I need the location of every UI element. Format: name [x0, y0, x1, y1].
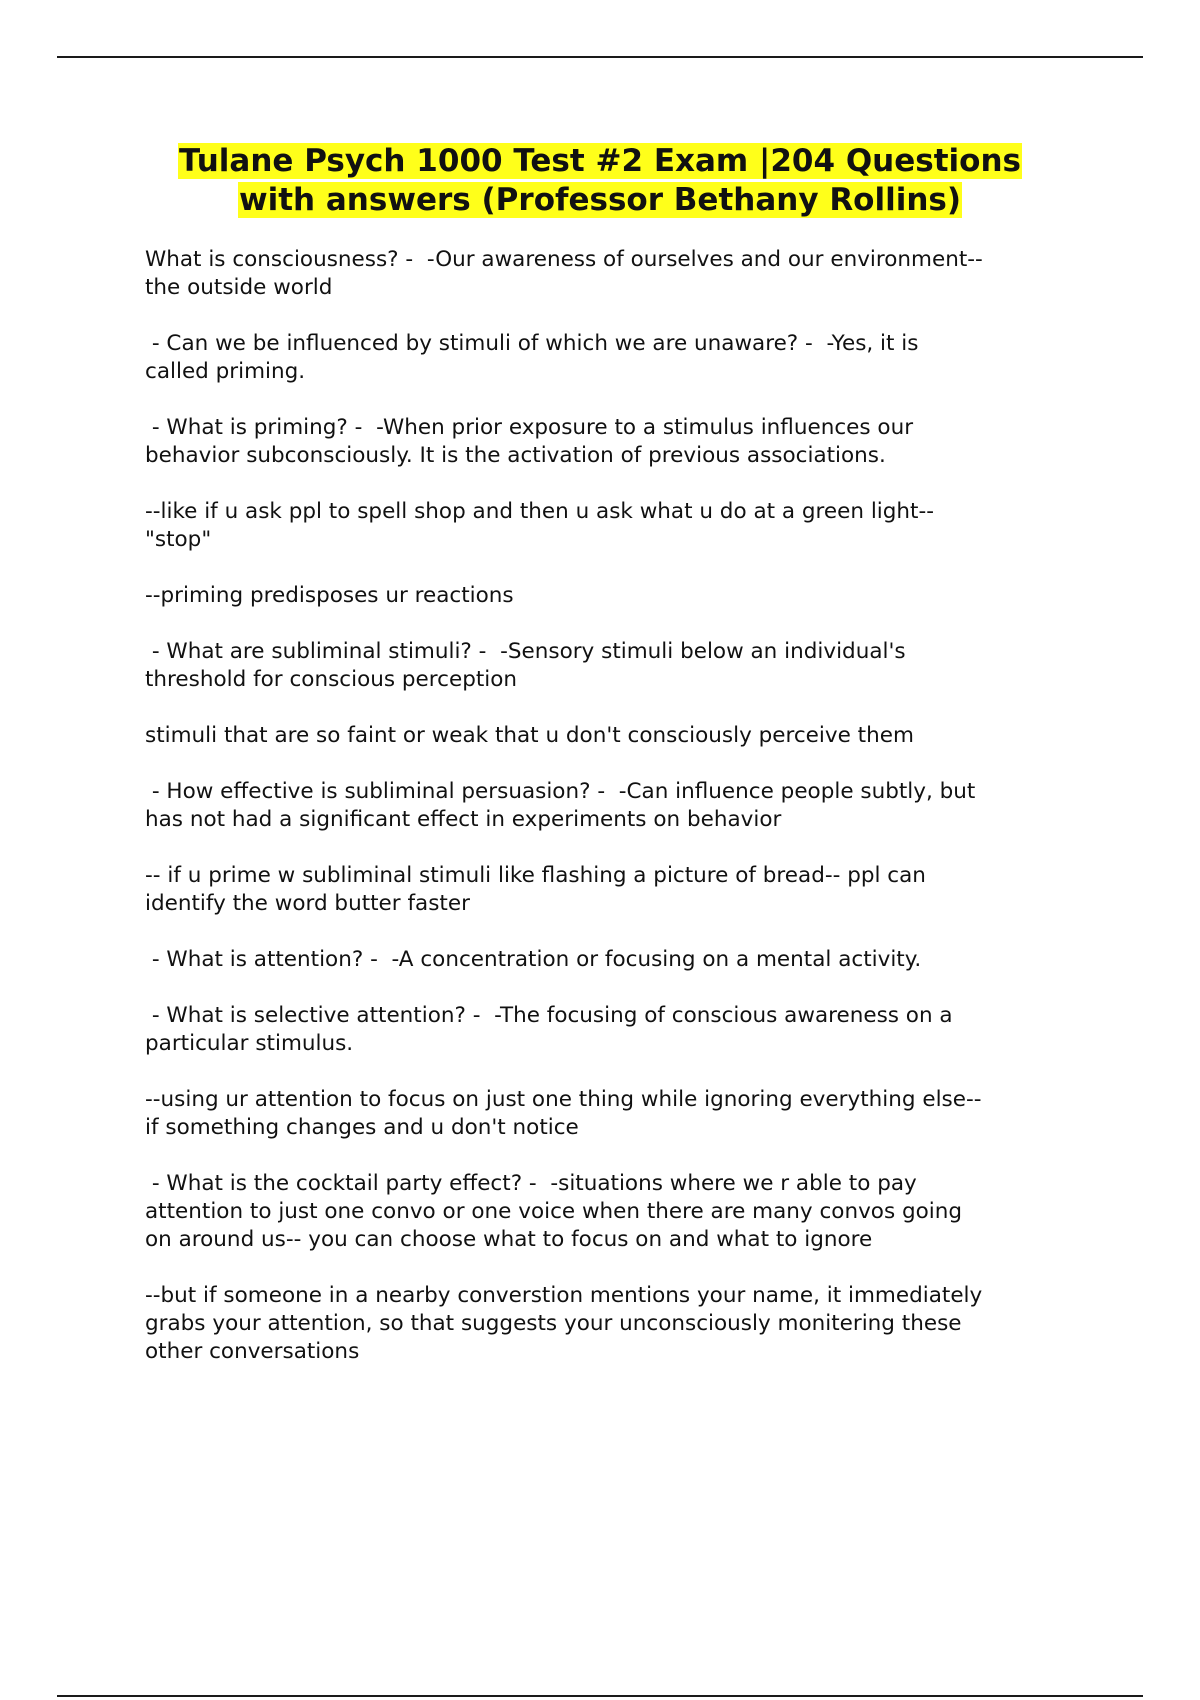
title-line-1: Tulane Psych 1000 Test #2 Exam |204 Questions	[178, 143, 1021, 179]
paragraph: -- if u prime w subliminal stimuli like flashing a picture of bread-- ppl can identify the word butter faster	[145, 863, 926, 916]
paragraph: --like if u ask ppl to spell shop and then u ask what u do at a green light-- "stop"	[145, 499, 934, 552]
top-rule	[57, 56, 1143, 58]
paragraph: --priming predisposes ur reactions	[145, 583, 514, 608]
paragraph: --but if someone in a nearby converstion mentions your name, it immediately grabs your attention, so that suggests your unconsciously monitering these other conversations	[145, 1283, 983, 1364]
paragraph: - What is attention? - -A concentration or focusing on a mental activity.	[145, 947, 922, 972]
document-body	[145, 246, 1095, 1394]
paragraph: - What are subliminal stimuli? - -Sensory stimuli below an individual's threshold for conscious perception	[145, 639, 906, 692]
paragraph: --using ur attention to focus on just one thing while ignoring everything else-- if something changes and u don't notice	[145, 1087, 982, 1140]
document-title	[0, 142, 1200, 220]
paragraph: What is consciousness? - -Our awareness of ourselves and our environment-- the outside world	[145, 247, 983, 300]
title-line-2: with answers (Professor Bethany Rollins)	[238, 182, 962, 218]
paragraph: stimuli that are so faint or weak that u don't consciously perceive them	[145, 723, 914, 748]
paragraph: - Can we be influenced by stimuli of which we are unaware? - -Yes, it is called priming.	[145, 331, 919, 384]
paragraph: - What is priming? - -When prior exposure to a stimulus influences our behavior subconsciously. It is the activation of previous associations.	[145, 415, 914, 468]
paragraph: - What is the cocktail party effect? - -situations where we r able to pay attention to just one convo or one voice when there are many convos going on around us-- you can choose what to focus on and what to ignore	[145, 1171, 963, 1252]
paragraph: - What is selective attention? - -The focusing of conscious awareness on a particular stimulus.	[145, 1003, 953, 1056]
paragraph: - How effective is subliminal persuasion? - -Can influence people subtly, but has not had a significant effect in experiments on behavior	[145, 779, 976, 832]
bottom-rule	[57, 1695, 1143, 1697]
